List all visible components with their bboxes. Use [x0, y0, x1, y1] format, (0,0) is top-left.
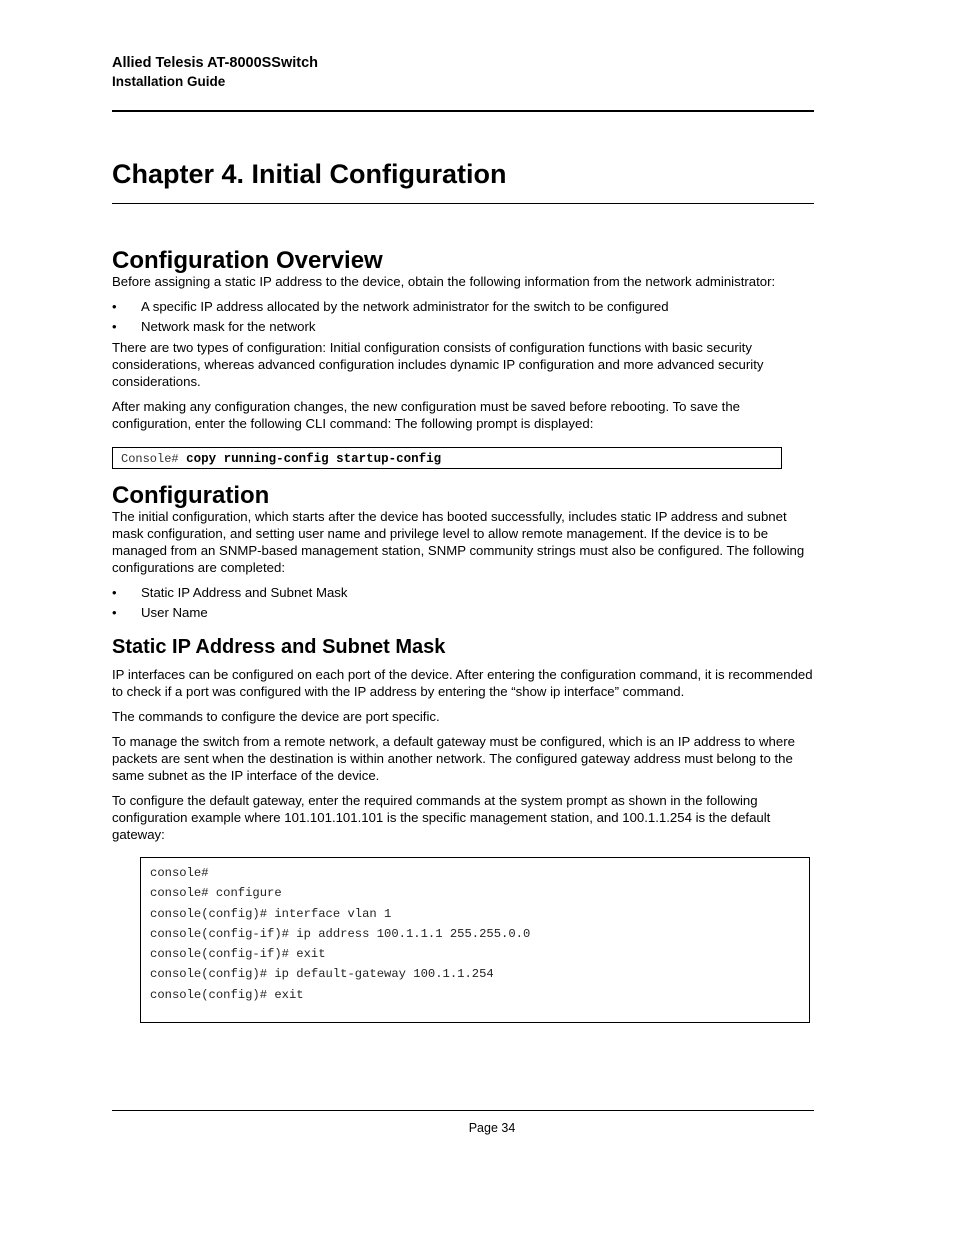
list-item-text: Static IP Address and Subnet Mask: [141, 585, 348, 600]
list-item: [112, 584, 814, 601]
bullet-icon: •: [112, 585, 117, 600]
main-content: [112, 246, 814, 1023]
overview-types-paragraph: There are two types of configuration: Initial configuration consists of configuration functions with basic security considerations, whereas advanced configuration includes dynamic IP configuration and more advanced security considerations.: [112, 340, 764, 389]
static-ip-paragraph-3: To manage the switch from a remote network, a default gateway must be configured, which is an IP address to where packets are sent when the destination is within another network. The configured gateway address must belong to the same subnet as the IP interface of the device.: [112, 734, 795, 783]
save-command-code-box: [112, 447, 782, 469]
list-item-text: A specific IP address allocated by the network administrator for the switch to be configured: [141, 299, 669, 314]
list-item-text: Network mask for the network: [141, 319, 316, 334]
bullet-icon: •: [112, 299, 117, 314]
gateway-config-code-box: [140, 857, 810, 1023]
section-heading-configuration-overview: Configuration Overview: [112, 247, 383, 274]
header-subtitle: Installation Guide: [112, 74, 226, 89]
configuration-bullet-list: [112, 584, 814, 621]
code-prompt: Console#: [121, 452, 179, 466]
code-line: console(config-if)# exit: [150, 947, 326, 962]
bullet-icon: •: [112, 605, 117, 620]
static-ip-paragraph-2: The commands to configure the device are port specific.: [112, 709, 440, 724]
page-number: Page 34: [468, 1121, 516, 1135]
subsection-heading-static-ip: Static IP Address and Subnet Mask: [112, 636, 446, 658]
chapter-title: Chapter 4. Initial Configuration: [112, 159, 507, 189]
code-line: console(config)# ip default-gateway 100.1.1.254: [150, 967, 494, 982]
list-item: [112, 318, 814, 335]
list-item-text: User Name: [141, 605, 208, 620]
overview-bullet-list: [112, 298, 814, 335]
overview-intro: Before assigning a static IP address to the device, obtain the following information from the network administrator:: [112, 274, 776, 289]
code-line: console# configure: [150, 886, 282, 901]
overview-save-paragraph: After making any configuration changes, the new configuration must be saved before rebooting. To save the configuration, enter the following CLI command: The following prompt is displayed:: [112, 399, 741, 431]
configuration-paragraph: The initial configuration, which starts after the device has booted successfully, includes static IP address and subnet mask configuration, and setting user name and privilege level to allow remote management. If the device is to be managed from an SNMP-based management station, SNMP community strings must also be configured. The following configurations are completed:: [112, 509, 805, 575]
static-ip-paragraph-1: IP interfaces can be configured on each port of the device. After entering the configuration command, it is recommended to check if a port was configured with the IP address by entering the “show ip interface” command.: [112, 667, 813, 699]
code-line: console#: [150, 866, 209, 880]
header-title: Allied Telesis AT-8000SSwitch: [112, 55, 319, 71]
code-command: copy running-config startup-config: [186, 452, 442, 466]
list-item: [112, 298, 814, 315]
code-line: console(config-if)# ip address 100.1.1.1 255.255.0.0: [150, 926, 531, 941]
chapter-divider: [112, 203, 814, 204]
section-heading-configuration: Configuration: [112, 482, 270, 509]
list-item: [112, 604, 814, 621]
static-ip-paragraph-4: To configure the default gateway, enter the required commands at the system prompt as shown in the following configuration example where 101.101.101.101 is the specific management station, and 100.1.1.254 is the default gateway:: [112, 793, 771, 842]
bullet-icon: •: [112, 319, 117, 334]
code-line: console(config)# exit: [150, 987, 304, 1002]
header-divider: [112, 110, 814, 112]
footer-divider: [112, 1110, 814, 1111]
code-line: console(config)# interface vlan 1: [150, 906, 392, 921]
